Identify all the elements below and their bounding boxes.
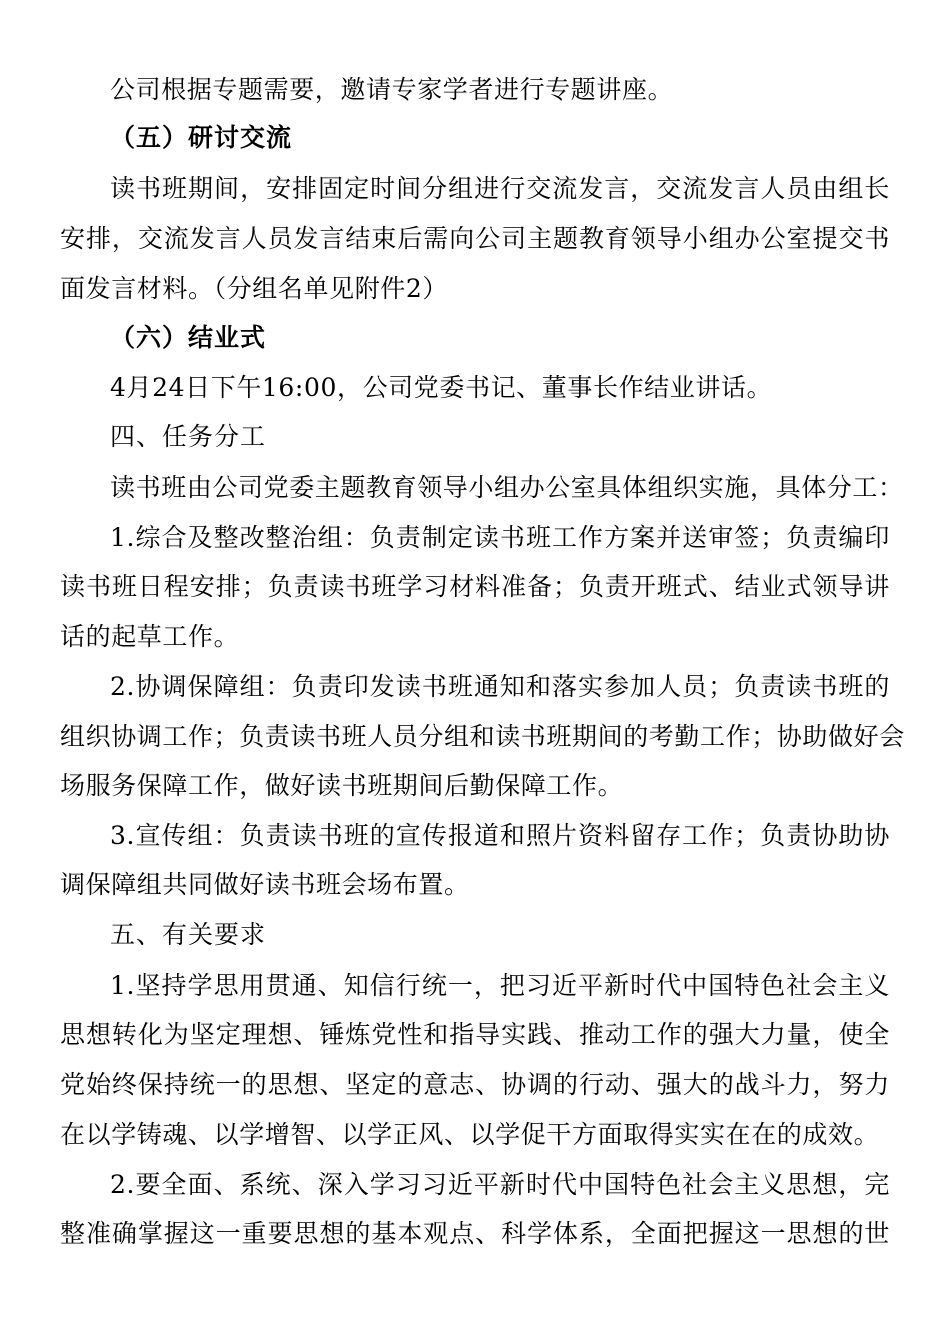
list-item-line: 组织协调工作；负责读书班人员分组和读书班期间的考勤工作；协助做好会 (60, 722, 905, 751)
list-item-line: 场服务保障工作，做好读书班期间后勤保障工作。 (60, 771, 624, 800)
list-item-line: 2.要全面、系统、深入学习习近平新时代中国特色社会主义思想，完 (110, 1170, 890, 1199)
list-item-line: 党始终保持统一的思想、坚定的意志、协调的行动、强大的战斗力，努力 (60, 1070, 890, 1099)
paragraph-line: 安排，交流发言人员发言结束后需向公司主题教育领导小组办公室提交书 (60, 224, 890, 253)
list-item-line: 1.综合及整改整治组：负责制定读书班工作方案并送审签；负责编印 (110, 523, 890, 552)
paragraph-line: 面发言材料。（分组名单见附件2） (60, 274, 449, 303)
paragraph-line: 读书班由公司党委主题教育领导小组办公室具体组织实施，具体分工： (110, 473, 904, 502)
paragraph-line: 公司根据专题需要，邀请专家学者进行专题讲座。 (110, 75, 674, 104)
chapter-heading-five: 五、有关要求 (110, 920, 267, 949)
section-heading-six: （六）结业式 (110, 323, 267, 352)
chapter-heading-four: 四、任务分工 (110, 422, 267, 451)
list-item-line: 2.协调保障组：负责印发读书班通知和落实参加人员；负责读书班的 (110, 672, 890, 701)
list-item-line: 3.宣传组：负责读书班的宣传报道和照片资料留存工作；负责协助协 (110, 821, 890, 850)
section-heading-five: （五）研讨交流 (110, 123, 293, 152)
list-item-line: 在以学铸魂、以学增智、以学正风、以学促干方面取得实实在在的成效。 (60, 1120, 880, 1149)
list-item-line: 1.坚持学思用贯通、知信行统一，把习近平新时代中国特色社会主义 (110, 971, 890, 1000)
list-item-line: 思想转化为坚定理想、锤炼党性和指导实践、推动工作的强大力量，使全 (60, 1020, 890, 1049)
list-item-line: 整准确掌握这一重要思想的基本观点、科学体系，全面把握这一思想的世 (60, 1219, 890, 1248)
list-item-line: 读书班日程安排；负责读书班学习材料准备；负责开班式、结业式领导讲 (60, 572, 890, 601)
paragraph-line: 4月24日下午16:00，公司党委书记、董事长作结业讲话。 (110, 373, 773, 402)
paragraph-line: 读书班期间，安排固定时间分组进行交流发言，交流发言人员由组长 (110, 174, 890, 203)
list-item-line: 调保障组共同做好读书班会场布置。 (60, 870, 470, 899)
list-item-line: 话的起草工作。 (60, 622, 240, 651)
